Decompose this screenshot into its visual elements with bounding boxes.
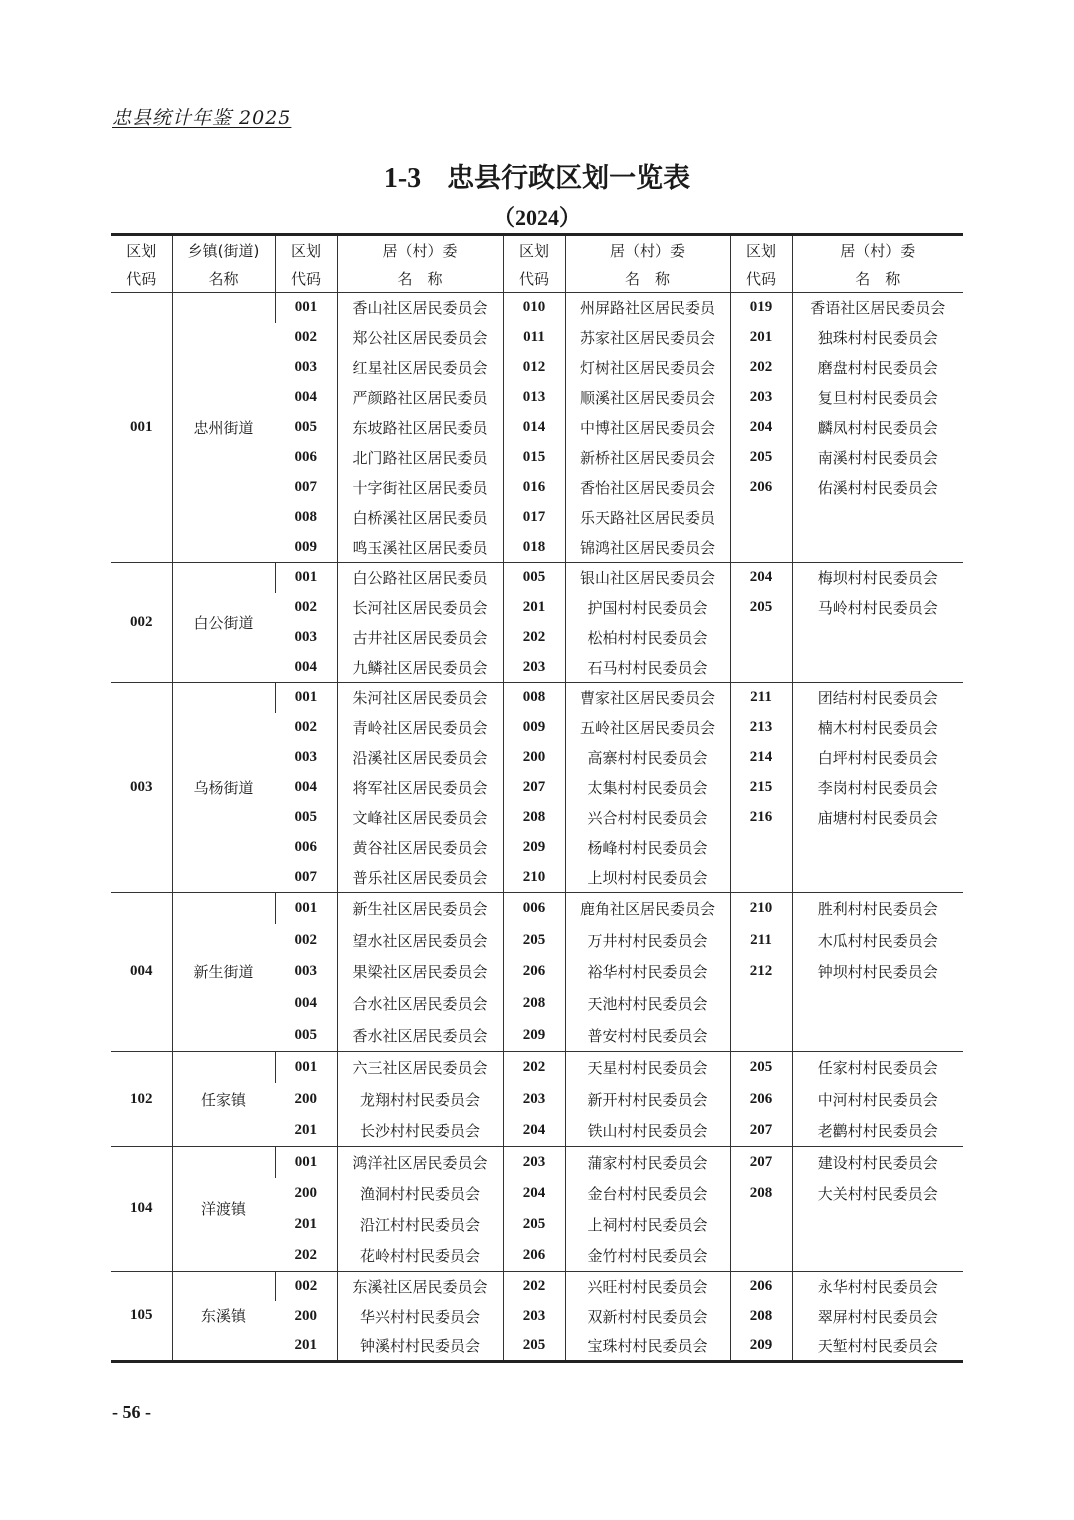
table-row bbox=[111, 293, 963, 323]
header-cell: 区划 bbox=[111, 235, 172, 265]
table-title-text: 忠县行政区划一览表 bbox=[447, 163, 691, 194]
committee-code: 007 bbox=[275, 863, 337, 893]
committee-code: 006 bbox=[294, 839, 317, 855]
committee-name: 裕华村村民委员会 bbox=[565, 956, 730, 988]
committee-code: 013 bbox=[503, 383, 565, 413]
committee-name: 鸿洋社区居民委员会 bbox=[337, 1147, 503, 1178]
committee-name: 果梁社区居民委员会 bbox=[337, 956, 503, 988]
committee-name: 兴合村村民委员会 bbox=[565, 803, 730, 833]
committee-code: 004 bbox=[275, 653, 337, 683]
committee-name: 独珠村村民委员会 bbox=[792, 323, 963, 353]
committee-code: 208 bbox=[730, 1301, 792, 1331]
header-cell: 名 称 bbox=[565, 264, 730, 293]
committee-code: 204 bbox=[730, 563, 792, 593]
committee-name: 胜利村村民委员会 bbox=[792, 893, 963, 925]
committee-code: 205 bbox=[503, 924, 565, 956]
committee-name: 松柏村村民委员会 bbox=[565, 623, 730, 653]
committee-name: 大关村村民委员会 bbox=[792, 1178, 963, 1209]
committee-code: 003 bbox=[294, 359, 317, 375]
committee-name: 中博社区居民委员会 bbox=[565, 413, 730, 443]
committee-name bbox=[792, 863, 963, 893]
committee-name: 楠木村村民委员会 bbox=[792, 713, 963, 743]
committee-code: 008 bbox=[294, 509, 317, 525]
committee-name: 永华村村民委员会 bbox=[792, 1271, 963, 1301]
committee-name: 宝珠村村民委员会 bbox=[565, 1331, 730, 1361]
committee-code: 002 bbox=[294, 599, 317, 615]
committee-name: 红星社区居民委员会 bbox=[337, 353, 503, 383]
committee-code: 002 bbox=[275, 1271, 337, 1301]
committee-code: 213 bbox=[730, 713, 792, 743]
committee-name: 六三社区居民委员会 bbox=[337, 1051, 503, 1083]
committee-code: 015 bbox=[503, 443, 565, 473]
committee-code: 204 bbox=[503, 1115, 565, 1147]
township-code: 102 bbox=[111, 1051, 172, 1146]
header-cell: 代码 bbox=[503, 264, 565, 293]
header-cell: 代码 bbox=[275, 264, 337, 293]
header-cell: 名称 bbox=[172, 264, 275, 293]
committee-name: 双新村村民委员会 bbox=[565, 1301, 730, 1331]
township-name: 乌杨街道 bbox=[172, 683, 275, 893]
committee-code: 003 bbox=[294, 629, 317, 645]
committee-name: 鹿角社区居民委员会 bbox=[565, 893, 730, 925]
committee-name: 香山社区居民委员会 bbox=[337, 293, 503, 323]
header-row-1 bbox=[111, 235, 963, 265]
committee-name: 香水社区居民委员会 bbox=[337, 1020, 503, 1052]
committee-code: 214 bbox=[730, 743, 792, 773]
committee-name: 白坪村村民委员会 bbox=[792, 743, 963, 773]
committee-name bbox=[792, 653, 963, 683]
committee-name bbox=[792, 988, 963, 1020]
committee-code bbox=[730, 863, 792, 893]
committee-code: 012 bbox=[503, 353, 565, 383]
committee-name: 顺溪社区居民委员会 bbox=[565, 383, 730, 413]
committee-name: 沿江村村民委员会 bbox=[337, 1209, 503, 1240]
header-cell: 名 称 bbox=[337, 264, 503, 293]
committee-name: 新桥社区居民委员会 bbox=[565, 443, 730, 473]
committee-code: 004 bbox=[294, 995, 317, 1012]
table-row bbox=[111, 1051, 963, 1083]
committee-code: 202 bbox=[503, 1051, 565, 1083]
committee-name: 高寨村村民委员会 bbox=[565, 743, 730, 773]
committee-name: 麟凤村村民委员会 bbox=[792, 413, 963, 443]
committee-code bbox=[730, 1020, 792, 1052]
committee-name: 将军社区居民委员会 bbox=[337, 773, 503, 803]
committee-code: 209 bbox=[503, 1020, 565, 1052]
committee-code: 016 bbox=[503, 473, 565, 503]
committee-code: 210 bbox=[503, 863, 565, 893]
committee-code: 003 bbox=[294, 963, 317, 980]
committee-name: 郑公社区居民委员会 bbox=[337, 323, 503, 353]
committee-code: 208 bbox=[730, 1178, 792, 1209]
header-cell: 居（村）委 bbox=[337, 235, 503, 265]
committee-name: 文峰社区居民委员会 bbox=[337, 803, 503, 833]
committee-name: 老鹳村村民委员会 bbox=[792, 1115, 963, 1147]
committee-name: 北门路社区居民委员 bbox=[337, 443, 503, 473]
committee-name: 中河村村民委员会 bbox=[792, 1083, 963, 1115]
committee-code: 209 bbox=[730, 1331, 792, 1361]
committee-code: 216 bbox=[730, 803, 792, 833]
committee-name: 十字街社区居民委员 bbox=[337, 473, 503, 503]
committee-code: 001 bbox=[275, 1147, 337, 1178]
township-name: 白公街道 bbox=[172, 563, 275, 683]
committee-name: 灯树社区居民委员会 bbox=[565, 353, 730, 383]
committee-code: 203 bbox=[503, 653, 565, 683]
committee-code: 206 bbox=[503, 956, 565, 988]
header-cell: 区划 bbox=[730, 235, 792, 265]
committee-code: 009 bbox=[503, 713, 565, 743]
township-name: 新生街道 bbox=[172, 893, 275, 1052]
committee-name: 曹家社区居民委员会 bbox=[565, 683, 730, 713]
committee-name: 香怡社区居民委员会 bbox=[565, 473, 730, 503]
committee-name: 庙塘村村民委员会 bbox=[792, 803, 963, 833]
committee-name: 金台村村民委员会 bbox=[565, 1178, 730, 1209]
committee-name: 渔洞村村民委员会 bbox=[337, 1178, 503, 1209]
committee-code: 203 bbox=[503, 1083, 565, 1115]
committee-code: 004 bbox=[294, 389, 317, 405]
committee-name bbox=[792, 1209, 963, 1240]
committee-code: 004 bbox=[294, 779, 317, 795]
committee-code: 206 bbox=[730, 1271, 792, 1301]
committee-name: 杨峰村村民委员会 bbox=[565, 833, 730, 863]
committee-name: 香语社区居民委员会 bbox=[792, 293, 963, 323]
table-row bbox=[111, 683, 963, 713]
committee-name: 银山社区居民委员会 bbox=[565, 563, 730, 593]
committee-code: 200 bbox=[503, 743, 565, 773]
committee-name: 东溪社区居民委员会 bbox=[337, 1271, 503, 1301]
committee-name bbox=[792, 1020, 963, 1052]
committee-code: 208 bbox=[503, 803, 565, 833]
committee-name: 华兴村村民委员会 bbox=[337, 1301, 503, 1331]
committee-code: 204 bbox=[503, 1178, 565, 1209]
township-code: 002 bbox=[111, 563, 172, 683]
division-table bbox=[111, 233, 963, 1363]
committee-code: 211 bbox=[730, 924, 792, 956]
committee-name: 建设村村民委员会 bbox=[792, 1147, 963, 1178]
committee-name: 古井社区居民委员会 bbox=[337, 623, 503, 653]
header-cell: 居（村）委 bbox=[792, 235, 963, 265]
table-header bbox=[111, 235, 963, 293]
committee-name: 沿溪社区居民委员会 bbox=[337, 743, 503, 773]
committee-name: 上祠村村民委员会 bbox=[565, 1209, 730, 1240]
committee-code: 207 bbox=[730, 1147, 792, 1178]
header-cell: 代码 bbox=[730, 264, 792, 293]
committee-name: 普安村村民委员会 bbox=[565, 1020, 730, 1052]
committee-code: 201 bbox=[294, 1216, 317, 1233]
committee-code bbox=[730, 1240, 792, 1271]
committee-code: 205 bbox=[730, 443, 792, 473]
header-cell: 居（村）委 bbox=[565, 235, 730, 265]
committee-code: 202 bbox=[503, 1271, 565, 1301]
township-name: 洋渡镇 bbox=[172, 1147, 275, 1272]
committee-name bbox=[792, 1240, 963, 1271]
committee-code: 001 bbox=[275, 563, 337, 593]
committee-code: 002 bbox=[294, 931, 317, 948]
committee-name: 钟溪村村民委员会 bbox=[337, 1331, 503, 1361]
committee-name: 兴旺村村民委员会 bbox=[565, 1271, 730, 1301]
committee-code bbox=[730, 533, 792, 563]
committee-code bbox=[730, 653, 792, 683]
committee-name: 合水社区居民委员会 bbox=[337, 988, 503, 1020]
committee-name bbox=[792, 503, 963, 533]
township-code: 105 bbox=[111, 1271, 172, 1361]
header-row-2 bbox=[111, 264, 963, 293]
running-head: 忠县统计年鉴 2025 bbox=[112, 107, 292, 129]
committee-code: 215 bbox=[730, 773, 792, 803]
header-cell: 区划 bbox=[503, 235, 565, 265]
committee-code: 200 bbox=[294, 1090, 317, 1107]
committee-code: 202 bbox=[730, 353, 792, 383]
committee-name: 金竹村村民委员会 bbox=[565, 1240, 730, 1271]
committee-name: 锦鸿社区居民委员会 bbox=[565, 533, 730, 563]
committee-code: 008 bbox=[503, 683, 565, 713]
township-code: 003 bbox=[111, 683, 172, 893]
committee-code: 200 bbox=[294, 1307, 317, 1324]
committee-code: 210 bbox=[730, 893, 792, 925]
committee-code: 201 bbox=[275, 1115, 337, 1147]
committee-code: 212 bbox=[730, 956, 792, 988]
committee-code: 010 bbox=[503, 293, 565, 323]
table-row bbox=[111, 893, 963, 925]
committee-code: 201 bbox=[503, 593, 565, 623]
page-number: - 56 - bbox=[112, 1402, 151, 1422]
committee-code: 202 bbox=[275, 1240, 337, 1271]
committee-name bbox=[792, 623, 963, 653]
committee-name: 白桥溪社区居民委员 bbox=[337, 503, 503, 533]
township-name: 东溪镇 bbox=[172, 1271, 275, 1361]
committee-code: 207 bbox=[730, 1115, 792, 1147]
committee-code: 203 bbox=[503, 1301, 565, 1331]
committee-code: 203 bbox=[503, 1147, 565, 1178]
committee-code: 017 bbox=[503, 503, 565, 533]
committee-name: 天池村村民委员会 bbox=[565, 988, 730, 1020]
committee-name bbox=[792, 533, 963, 563]
committee-name: 铁山村村民委员会 bbox=[565, 1115, 730, 1147]
committee-name: 钟坝村村民委员会 bbox=[792, 956, 963, 988]
committee-code: 002 bbox=[294, 719, 317, 735]
committee-code: 202 bbox=[503, 623, 565, 653]
header-cell: 区划 bbox=[275, 235, 337, 265]
committee-name: 龙翔村村民委员会 bbox=[337, 1083, 503, 1115]
table-row bbox=[111, 1147, 963, 1178]
committee-name: 佑溪村村民委员会 bbox=[792, 473, 963, 503]
committee-code: 204 bbox=[730, 413, 792, 443]
committee-code: 009 bbox=[275, 533, 337, 563]
committee-name: 长河社区居民委员会 bbox=[337, 593, 503, 623]
committee-code: 011 bbox=[503, 323, 565, 353]
committee-code: 207 bbox=[503, 773, 565, 803]
committee-code: 206 bbox=[503, 1240, 565, 1271]
committee-name: 李岗村村民委员会 bbox=[792, 773, 963, 803]
committee-code: 005 bbox=[294, 809, 317, 825]
committee-code: 201 bbox=[730, 323, 792, 353]
committee-code: 001 bbox=[275, 683, 337, 713]
committee-name: 木瓜村村民委员会 bbox=[792, 924, 963, 956]
committee-code: 019 bbox=[730, 293, 792, 323]
committee-code: 200 bbox=[294, 1184, 317, 1201]
committee-name: 九鳞社区居民委员会 bbox=[337, 653, 503, 683]
township-name: 忠州街道 bbox=[172, 293, 275, 563]
header-cell: 名 称 bbox=[792, 264, 963, 293]
committee-code: 003 bbox=[294, 749, 317, 765]
committee-name: 乐天路社区居民委员 bbox=[565, 503, 730, 533]
committee-code: 014 bbox=[503, 413, 565, 443]
committee-code: 006 bbox=[294, 449, 317, 465]
committee-name: 白公路社区居民委员 bbox=[337, 563, 503, 593]
committee-code: 206 bbox=[730, 1083, 792, 1115]
committee-name: 新开村村民委员会 bbox=[565, 1083, 730, 1115]
committee-name: 护国村村民委员会 bbox=[565, 593, 730, 623]
township-name: 任家镇 bbox=[172, 1051, 275, 1146]
committee-code: 005 bbox=[275, 1020, 337, 1052]
committee-code bbox=[730, 623, 792, 653]
committee-name: 普乐社区居民委员会 bbox=[337, 863, 503, 893]
township-code: 001 bbox=[111, 293, 172, 563]
committee-name: 万井村村民委员会 bbox=[565, 924, 730, 956]
committee-code bbox=[730, 988, 792, 1020]
committee-code: 205 bbox=[730, 593, 792, 623]
committee-code: 005 bbox=[294, 419, 317, 435]
committee-name: 马岭村村民委员会 bbox=[792, 593, 963, 623]
committee-code: 201 bbox=[275, 1331, 337, 1361]
table-row bbox=[111, 563, 963, 593]
committee-code bbox=[730, 503, 792, 533]
committee-name: 上坝村村民委员会 bbox=[565, 863, 730, 893]
committee-name: 望水社区居民委员会 bbox=[337, 924, 503, 956]
committee-name: 天堑村村民委员会 bbox=[792, 1331, 963, 1361]
committee-name: 蒲家村村民委员会 bbox=[565, 1147, 730, 1178]
committee-name: 黄谷社区居民委员会 bbox=[337, 833, 503, 863]
committee-code: 001 bbox=[275, 293, 337, 323]
committee-name: 长沙村村民委员会 bbox=[337, 1115, 503, 1147]
township-code: 004 bbox=[111, 893, 172, 1052]
committee-code: 209 bbox=[503, 833, 565, 863]
committee-name: 朱河社区居民委员会 bbox=[337, 683, 503, 713]
committee-code bbox=[730, 1209, 792, 1240]
committee-name: 五岭社区居民委员会 bbox=[565, 713, 730, 743]
table-row bbox=[111, 1271, 963, 1301]
page-title bbox=[0, 156, 1074, 195]
committee-code: 002 bbox=[294, 329, 317, 345]
committee-name: 花岭村村民委员会 bbox=[337, 1240, 503, 1271]
header-cell: 代码 bbox=[111, 264, 172, 293]
committee-code: 205 bbox=[503, 1209, 565, 1240]
committee-name: 鸣玉溪社区居民委员 bbox=[337, 533, 503, 563]
committee-code: 205 bbox=[730, 1051, 792, 1083]
committee-name bbox=[792, 833, 963, 863]
table-number: 1-3 bbox=[383, 163, 422, 194]
committee-code: 206 bbox=[730, 473, 792, 503]
committee-code bbox=[730, 833, 792, 863]
committee-name: 青岭社区居民委员会 bbox=[337, 713, 503, 743]
committee-name: 石马村村民委员会 bbox=[565, 653, 730, 683]
header-cell: 乡镇(街道) bbox=[172, 235, 275, 265]
committee-name: 新生社区居民委员会 bbox=[337, 893, 503, 925]
committee-code: 006 bbox=[503, 893, 565, 925]
committee-name: 翠屏村村民委员会 bbox=[792, 1301, 963, 1331]
committee-code: 018 bbox=[503, 533, 565, 563]
committee-name: 严颜路社区居民委员 bbox=[337, 383, 503, 413]
committee-code: 208 bbox=[503, 988, 565, 1020]
committee-code: 203 bbox=[730, 383, 792, 413]
committee-name: 东坡路社区居民委员 bbox=[337, 413, 503, 443]
committee-code: 211 bbox=[730, 683, 792, 713]
committee-name: 太集村村民委员会 bbox=[565, 773, 730, 803]
committee-name: 南溪村村民委员会 bbox=[792, 443, 963, 473]
committee-name: 梅坝村村民委员会 bbox=[792, 563, 963, 593]
committee-code: 001 bbox=[275, 893, 337, 925]
committee-name: 复旦村村民委员会 bbox=[792, 383, 963, 413]
table-subtitle-year: （2024） bbox=[492, 205, 581, 230]
committee-name: 州屏路社区居民委员 bbox=[565, 293, 730, 323]
committee-code: 001 bbox=[275, 1051, 337, 1083]
committee-code: 205 bbox=[503, 1331, 565, 1361]
committee-name: 天星村村民委员会 bbox=[565, 1051, 730, 1083]
committee-name: 苏家社区居民委员会 bbox=[565, 323, 730, 353]
committee-name: 磨盘村村民委员会 bbox=[792, 353, 963, 383]
township-code: 104 bbox=[111, 1147, 172, 1272]
committee-code: 005 bbox=[503, 563, 565, 593]
committee-name: 任家村村民委员会 bbox=[792, 1051, 963, 1083]
committee-name: 团结村村民委员会 bbox=[792, 683, 963, 713]
table-body bbox=[111, 293, 963, 1362]
committee-code: 007 bbox=[294, 479, 317, 495]
